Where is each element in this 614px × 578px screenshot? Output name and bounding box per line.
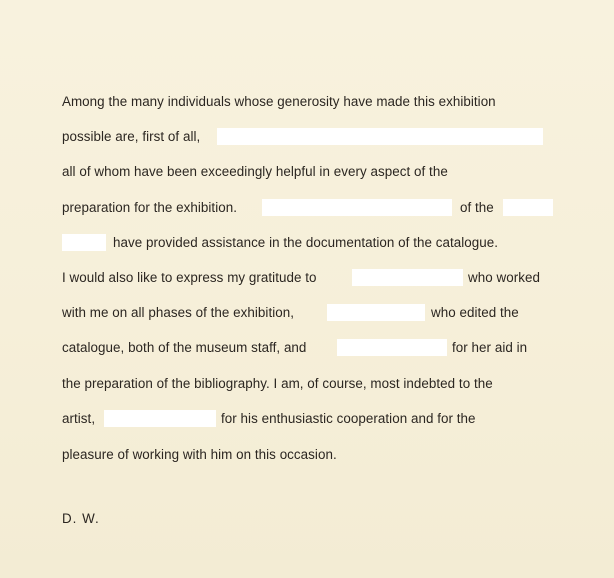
- text-line-1: Among the many individuals whose generosity have made this exhibition: [62, 94, 496, 109]
- text-line-9: the preparation of the bibliography. I am, of course, most indebted to the: [62, 376, 493, 391]
- text-line-6a: I would also like to express my gratitude to: [62, 270, 317, 285]
- text-line-4b: of the: [460, 200, 494, 215]
- text-line-10b: for his enthusiastic cooperation and for the: [221, 411, 476, 426]
- text-line-8b: for her aid in: [452, 340, 528, 355]
- redaction-box: [327, 304, 425, 321]
- author-initials: D. W.: [62, 511, 100, 526]
- redaction-box: [337, 339, 447, 356]
- redaction-box: [104, 410, 216, 427]
- text-line-10a: artist,: [62, 411, 96, 426]
- text-line-4a: preparation for the exhibition.: [62, 200, 237, 215]
- redaction-box: [503, 199, 553, 216]
- text-line-6b: who worked: [468, 270, 540, 285]
- redaction-box: [217, 128, 543, 145]
- redaction-box: [352, 269, 463, 286]
- redaction-box: [262, 199, 452, 216]
- text-line-5: have provided assistance in the documentation of the catalogue.: [113, 235, 499, 250]
- redaction-box: [62, 234, 106, 251]
- text-line-8a: catalogue, both of the museum staff, and: [62, 340, 307, 355]
- text-line-7b: who edited the: [431, 305, 519, 320]
- text-line-7a: with me on all phases of the exhibition,: [62, 305, 295, 320]
- text-line-3: all of whom have been exceedingly helpful in every aspect of the: [62, 164, 448, 179]
- text-line-2: possible are, first of all,: [62, 129, 201, 144]
- text-line-11: pleasure of working with him on this occasion.: [62, 447, 337, 462]
